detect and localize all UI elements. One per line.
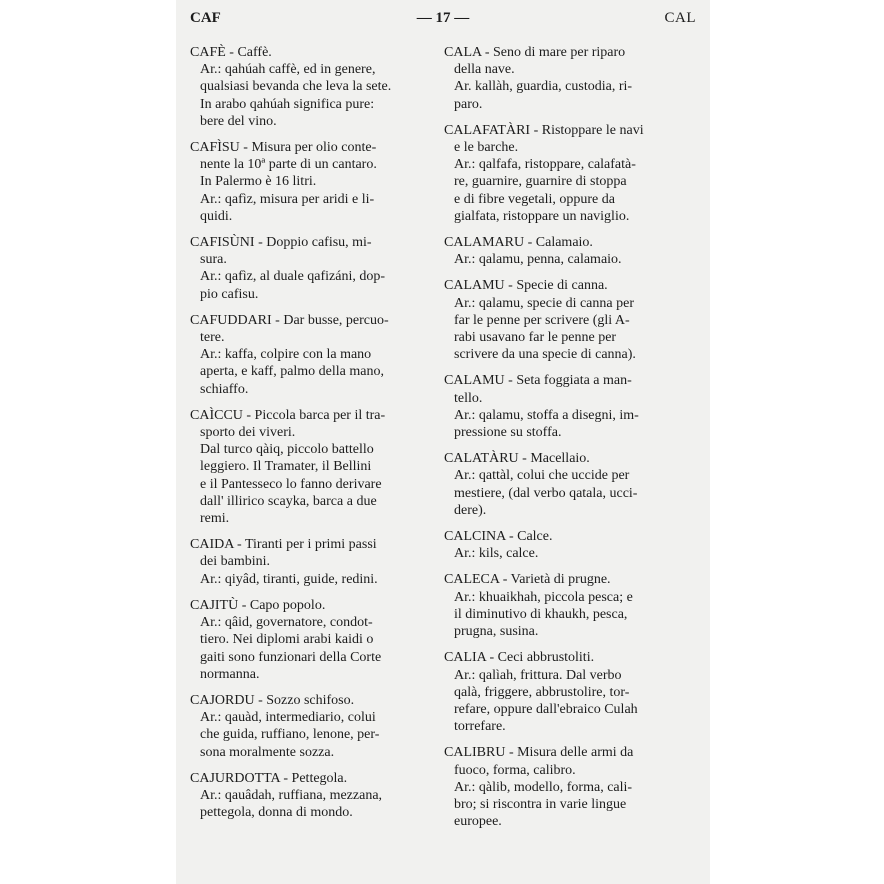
dictionary-entry (190, 234, 436, 303)
entry-headword-line: CALIBRU - Misura delle armi da (444, 745, 634, 761)
entry-headword-line: CAJITÙ - Capo popolo. (190, 597, 326, 613)
entry-text-line: Ar. kallàh, guardia, custodia, ri- (454, 79, 633, 95)
header-right-guideword: CAL (664, 10, 696, 26)
entry-headword-line: CAÌCCU - Piccola barca per il tra- (190, 407, 386, 423)
entry-text-line: Ar.: qiyâd, tiranti, guide, redini. (200, 571, 378, 587)
entry-text-line: Ar.: khuaikhah, piccola pesca; e (454, 589, 633, 605)
dictionary-page (176, 0, 710, 884)
entry-text-line: leggiero. Il Tramater, il Bellini (200, 459, 372, 475)
entry-text-line: Ar.: qalìah, frittura. Dal verbo (454, 667, 622, 683)
entry-text-line: nente la 10ª parte di un cantaro. (200, 157, 377, 173)
entry-text-line: rabi usavano far le penne per (454, 330, 617, 346)
entry-text-line: Ar.: kaffa, colpire con la mano (200, 347, 372, 363)
entry-text-line: remi. (200, 511, 230, 527)
entry-text-line: Ar.: qalamu, penna, calamaio. (454, 252, 622, 268)
left-column (190, 44, 436, 830)
entry-text-line: pio cafisu. (200, 286, 259, 302)
entry-text-line: Ar.: qattàl, colui che uccide per (454, 468, 630, 484)
dictionary-entry (190, 597, 436, 683)
entry-text-line: pettegola, donna di mondo. (200, 805, 353, 821)
entry-text-line: Ar.: qâid, governatore, condot- (200, 615, 373, 631)
entry-text-line: In arabo qahúah significa pure: (200, 96, 375, 112)
entry-text-line: dall' illirico scayka, barca a due (200, 493, 377, 509)
dictionary-entry (444, 571, 690, 640)
header-left-guideword: CAF (190, 10, 221, 26)
entry-text-line: Ar.: qauàd, intermediario, colui (200, 710, 376, 726)
entry-text-line: e il Pantesseco lo fanno derivare (200, 476, 382, 492)
entry-headword-line: CALAMU - Specie di canna. (444, 278, 608, 294)
entry-text-line: pressione su stoffa. (454, 425, 562, 441)
entry-text-line: scrivere da una specie di canna). (454, 347, 636, 363)
entry-text-line: quidi. (200, 208, 233, 224)
entry-headword-line: CALCINA - Calce. (444, 529, 553, 545)
dictionary-entry (190, 407, 436, 527)
entry-headword-line: CAFÈ - Caffè. (190, 45, 272, 60)
entry-text-line: gialfata, ristoppare un naviglio. (454, 208, 630, 224)
dictionary-entry (190, 312, 436, 398)
dictionary-entry (444, 372, 690, 441)
entry-text-line: e di fibre vegetali, oppure da (454, 191, 615, 207)
entry-headword-line: CALATÀRU - Macellaio. (444, 451, 590, 467)
entry-text-line: qualsiasi bevanda che leva la sete. (200, 79, 392, 95)
entry-headword-line: CAJORDU - Sozzo schifoso. (190, 692, 355, 708)
dictionary-entry (444, 649, 690, 735)
entry-text-line: aperta, e kaff, palmo della mano, (200, 364, 384, 380)
right-column (444, 44, 690, 839)
entry-text-line: Dal turco qàiq, piccolo battello (200, 442, 374, 458)
entry-text-line: sona moralmente sozza. (200, 744, 335, 760)
entry-headword-line: CAFUDDARI - Dar busse, percuo- (190, 312, 389, 328)
entry-text-line: far le penne per scrivere (gli A- (454, 312, 630, 328)
entry-text-line: Ar.: qalamu, stoffa a disegni, im- (454, 407, 639, 423)
entry-text-line: sura. (200, 252, 227, 268)
dictionary-entry (444, 528, 690, 562)
dictionary-entry (444, 744, 690, 830)
entry-text-line: che guida, ruffiano, lenone, per- (200, 727, 380, 743)
entry-text-line: fuoco, forma, calibro. (454, 762, 576, 778)
dictionary-entry (190, 770, 436, 822)
entry-text-line: dei bambini. (200, 554, 270, 570)
dictionary-entry (190, 139, 436, 225)
entry-text-line: Ar.: qahúah caffè, ed in genere, (200, 62, 376, 78)
entry-text-line: il diminutivo di khaukh, pesca, (454, 606, 628, 622)
entry-text-line: mestiere, (dal verbo qatala, ucci- (454, 485, 638, 501)
dictionary-entry (190, 692, 436, 761)
entry-headword-line: CALAMARU - Calamaio. (444, 235, 593, 251)
entry-headword-line: CAFÌSU - Misura per olio conte- (190, 140, 377, 156)
entry-text-line: Ar.: qalamu, specie di canna per (454, 295, 634, 311)
page-number: — 17 — (416, 10, 470, 26)
entry-text-line: refare, oppure dall'ebraico Culah (454, 701, 638, 717)
entry-headword-line: CAFISÙNI - Doppio cafisu, mi- (190, 235, 372, 251)
dictionary-entry (190, 44, 436, 130)
entry-text-line: tello. (454, 390, 483, 406)
entry-text-line: tiero. Nei diplomi arabi kaidi o (200, 632, 374, 648)
entry-text-line: Ar.: kils, calce. (454, 546, 539, 562)
entry-headword-line: CALECA - Varietà di prugne. (444, 572, 611, 588)
dictionary-entry (444, 234, 690, 268)
entry-text-line: Ar.: qalfafa, ristoppare, calafatà- (454, 157, 636, 173)
entry-text-line: bere del vino. (200, 113, 277, 129)
entry-text-line: Ar.: qafìz, misura per aridi e li- (200, 191, 375, 207)
entry-headword-line: CALAFATÀRI - Ristoppare le navi (444, 122, 644, 138)
dictionary-entry (190, 536, 436, 588)
entry-text-line: normanna. (200, 666, 260, 682)
entry-text-line: tere. (200, 330, 225, 346)
dictionary-entry (444, 44, 690, 113)
entry-headword-line: CAJURDOTTA - Pettegola. (190, 770, 348, 786)
entry-text-line: In Palermo è 16 litri. (200, 174, 317, 190)
dictionary-entry (444, 122, 690, 225)
entry-text-line: schiaffo. (200, 381, 249, 397)
entry-headword-line: CALA - Seno di mare per riparo (444, 45, 626, 60)
dictionary-entry (444, 450, 690, 519)
page-header (190, 10, 696, 30)
entry-text-line: torrefare. (454, 719, 506, 735)
entry-text-line: bro; si riscontra in varie lingue (454, 796, 627, 812)
entry-text-line: Ar.: qafìz, al duale qafizáni, dop- (200, 269, 386, 285)
dictionary-entry (444, 277, 690, 363)
entry-text-line: europee. (454, 814, 502, 830)
entry-text-line: prugna, susina. (454, 624, 539, 640)
entry-text-line: della nave. (454, 62, 515, 78)
entry-text-line: paro. (454, 96, 483, 112)
entry-text-line: Ar.: qauâdah, ruffiana, mezzana, (200, 787, 383, 803)
entry-text-line: e le barche. (454, 140, 519, 156)
entry-headword-line: CALAMU - Seta foggiata a man- (444, 373, 632, 389)
entry-text-line: gaiti sono funzionari della Corte (200, 649, 382, 665)
entry-text-line: re, guarnire, guarnire di stoppa (454, 174, 627, 190)
entry-headword-line: CALIA - Ceci abbrustoliti. (444, 650, 595, 666)
entry-headword-line: CAIDA - Tiranti per i primi passi (190, 537, 377, 553)
entry-text-line: qalà, friggere, abbrustolire, tor- (454, 684, 630, 700)
entry-text-line: sporto dei viveri. (200, 425, 296, 441)
entry-text-line: dere). (454, 502, 487, 518)
entry-text-line: Ar.: qàlib, modello, forma, cali- (454, 779, 633, 795)
